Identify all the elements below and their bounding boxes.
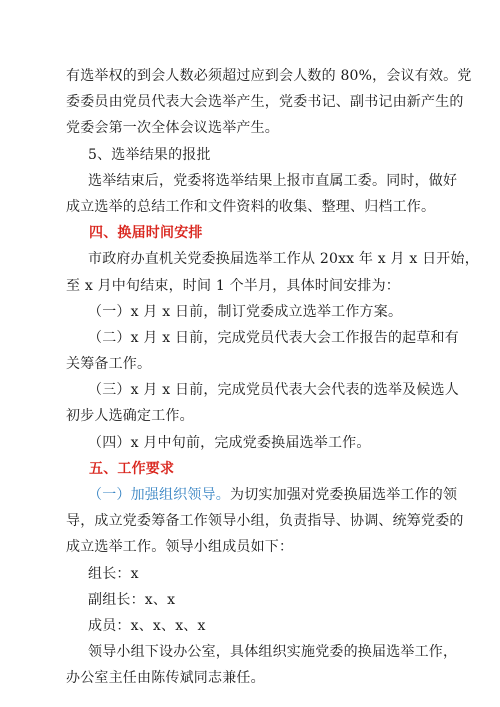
highlight-phrase: （一）加强组织领导。 [88, 487, 230, 503]
paragraph-line: 成立选举工作。领导小组成员如下： [66, 539, 294, 556]
paragraph-line: 选举结束后，党委将选举结果上报市直属工委。同时，做好 [88, 172, 458, 189]
member-line: 成员：x、x、x、x [88, 617, 206, 634]
paragraph-line: 导，成立党委筹备工作领导小组，负责指导、协调、统筹党委的 [66, 513, 464, 530]
paragraph-line: 市政府办直机关党委换届选举工作从 20xx 年 x 月 x 日开始， [88, 251, 479, 268]
document-page [66, 63, 479, 692]
section-heading-requirements: 五、工作要求 [89, 460, 175, 477]
paragraph-line: 关筹备工作。 [66, 356, 152, 373]
paragraph-line-mixed [66, 482, 458, 508]
member-line: 副组长：x、x [88, 591, 176, 608]
list-item: （四）x 月中旬前，完成党委换届选举工作。 [88, 434, 371, 451]
subsection-title: 5、选举结果的报批 [88, 146, 211, 163]
paragraph-line: 有选举权的到会人数必须超过应到会人数的 80%，会议有效。党 [66, 68, 472, 84]
section-heading-schedule: 四、换届时间安排 [89, 225, 203, 242]
list-item: （二）x 月 x 日前，完成党员代表大会工作报告的起草和有 [88, 329, 459, 346]
list-item: （一）x 月 x 日前，制订党委成立选举工作方案。 [88, 303, 403, 320]
paragraph-line: 委委员由党员代表大会选举产生，党委书记、副书记由新产生的 [66, 94, 464, 111]
member-line: 组长：x [88, 565, 139, 582]
paragraph-line: 党委会第一次全体会议选举产生。 [66, 120, 279, 137]
list-item: （三）x 月 x 日前，完成党员代表大会代表的选举及候选人 [88, 382, 459, 399]
paragraph-line: 至 x 月中旬结束，时间 1 个半月，具体时间安排为： [66, 277, 401, 294]
paragraph-text: 为切实加强对党委换届选举工作的领 [230, 487, 458, 503]
paragraph-line: 领导小组下设办公室，具体组织实施党委的换届选举工作， [88, 644, 458, 661]
paragraph-line: 初步人选确定工作。 [66, 408, 194, 425]
paragraph-line: 成立选举的总结工作和文件资料的收集、整理、归档工作。 [66, 198, 436, 215]
paragraph-line: 办公室主任由陈传斌同志兼任。 [66, 670, 265, 687]
